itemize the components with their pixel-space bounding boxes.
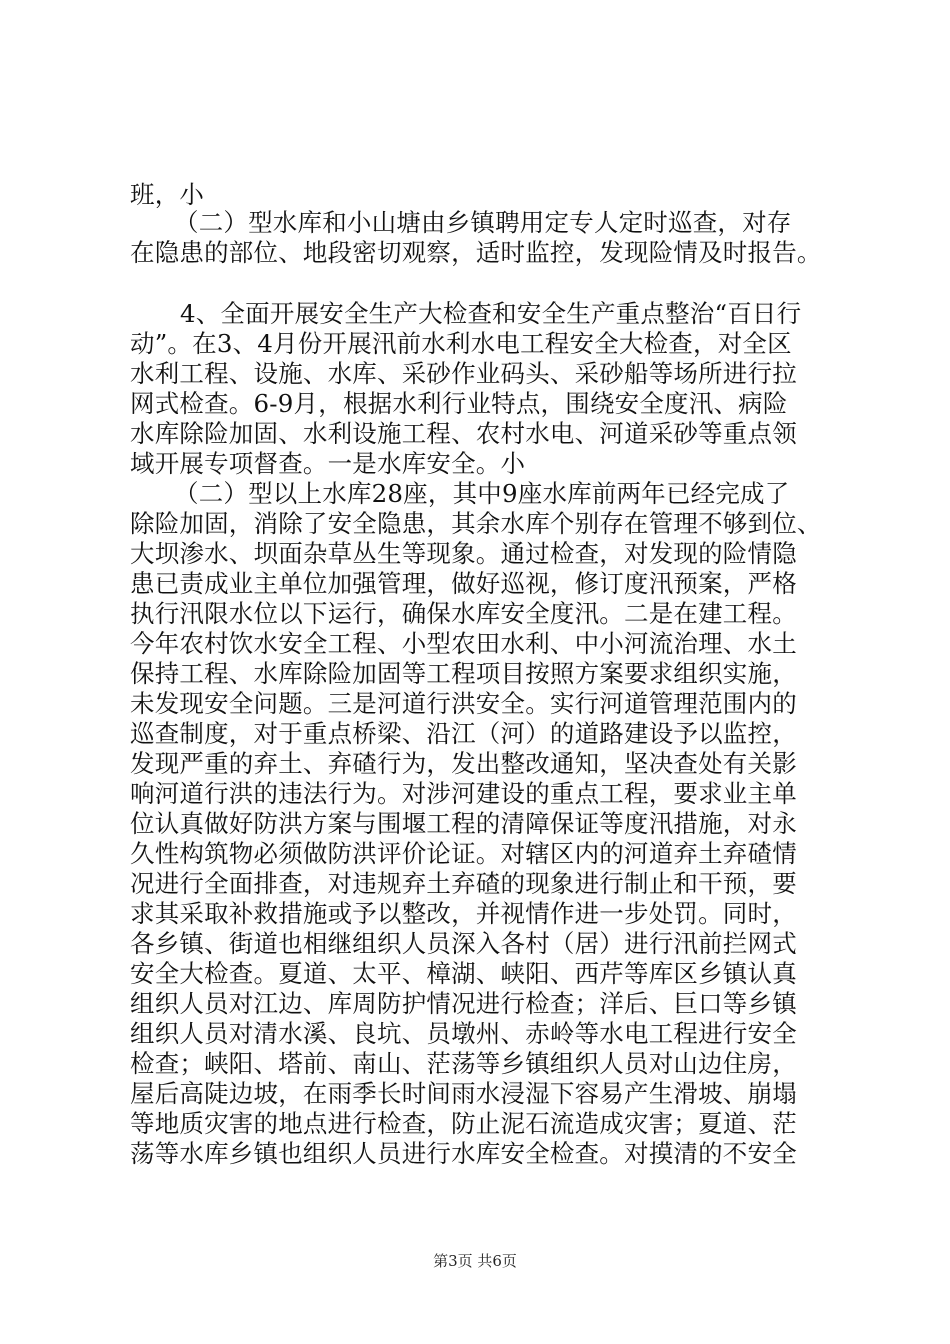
text-line: 域开展专项督查。一是水库安全。小: [130, 449, 526, 478]
text-line: 屋后高陡边坡，在雨季长时间雨水浸湿下容易产生滑坡、崩塌: [130, 1079, 797, 1108]
text-line: 巡查制度，对于重点桥梁、沿江（河）的道路建设予以监控，: [130, 719, 797, 748]
text-line: 患已责成业主单位加强管理，做好巡视，修订度汛预案，严格: [130, 569, 797, 598]
text-line: 在隐患的部位、地段密切观察，适时监控，发现险情及时报告。: [130, 238, 822, 267]
text-line: （二）型水库和小山塘由乡镇聘用定专人定时巡查，对存: [174, 208, 792, 237]
text-line: 发现严重的弃土、弃碴行为，发出整改通知，坚决查处有关影: [130, 749, 797, 778]
text-line: 等地质灾害的地点进行检查，防止泥石流造成灾害；夏道、茫: [130, 1109, 797, 1138]
text-line: 大坝渗水、坝面杂草丛生等现象。通过检查，对发现的险情隐: [130, 539, 797, 568]
text-line: 位认真做好防洪方案与围堰工程的清障保证等度汛措施，对永: [130, 809, 797, 838]
text-line: 执行汛限水位以下运行，确保水库安全度汛。二是在建工程。: [130, 599, 797, 628]
text-line: 久性构筑物必须做防洪评价论证。对辖区内的河道弃土弃碴情: [130, 839, 797, 868]
text-line: 未发现安全问题。三是河道行洪安全。实行河道管理范围内的: [130, 689, 797, 718]
text-line: 检查；峡阳、塔前、南山、茫荡等乡镇组织人员对山边住房，: [130, 1049, 797, 1078]
text-line: 动”。在3、4月份开展汛前水利水电工程安全大检查，对全区: [130, 329, 792, 358]
text-line: 安全大检查。夏道、太平、樟湖、峡阳、西芹等库区乡镇认真: [130, 959, 797, 988]
text-line: 今年农村饮水安全工程、小型农田水利、中小河流治理、水土: [130, 629, 797, 658]
text-line: 保持工程、水库除险加固等工程项目按照方案要求组织实施，: [130, 659, 797, 688]
text-line: （二）型以上水库28座，其中9座水库前两年已经完成了: [174, 479, 790, 508]
page-number: 第3页 共6页: [433, 1252, 517, 1270]
text-line: 荡等水库乡镇也组织人员进行水库安全检查。对摸清的不安全: [130, 1139, 797, 1168]
text-line: 组织人员对清水溪、良坑、员墩州、赤岭等水电工程进行安全: [130, 1019, 797, 1048]
text-line: 除险加固，消除了安全隐患，其余水库个别存在管理不够到位、: [130, 509, 822, 538]
text-line: 网式检查。6-9月，根据水利行业特点，围绕安全度汛、病险: [130, 389, 788, 418]
text-line: 响河道行洪的违法行为。对涉河建设的重点工程，要求业主单: [130, 779, 797, 808]
text-line: 班，小: [130, 180, 205, 209]
text-line: 各乡镇、街道也相继组织人员深入各村（居）进行汛前拦网式: [130, 929, 797, 958]
text-line: 况进行全面排查，对违规弃土弃碴的现象进行制止和干预，要: [130, 869, 797, 898]
text-line: 水利工程、设施、水库、采砂作业码头、采砂船等场所进行拉: [130, 359, 797, 388]
text-line: 求其采取补救措施或予以整改，并视情作进一步处罚。同时，: [130, 899, 797, 928]
text-line: 组织人员对江边、库周防护情况进行检查；洋后、巨口等乡镇: [130, 989, 797, 1018]
text-line: 4、全面开展安全生产大检查和安全生产重点整治“百日行: [180, 299, 802, 328]
text-line: 水库除险加固、水利设施工程、农村水电、河道采砂等重点领: [130, 419, 797, 448]
